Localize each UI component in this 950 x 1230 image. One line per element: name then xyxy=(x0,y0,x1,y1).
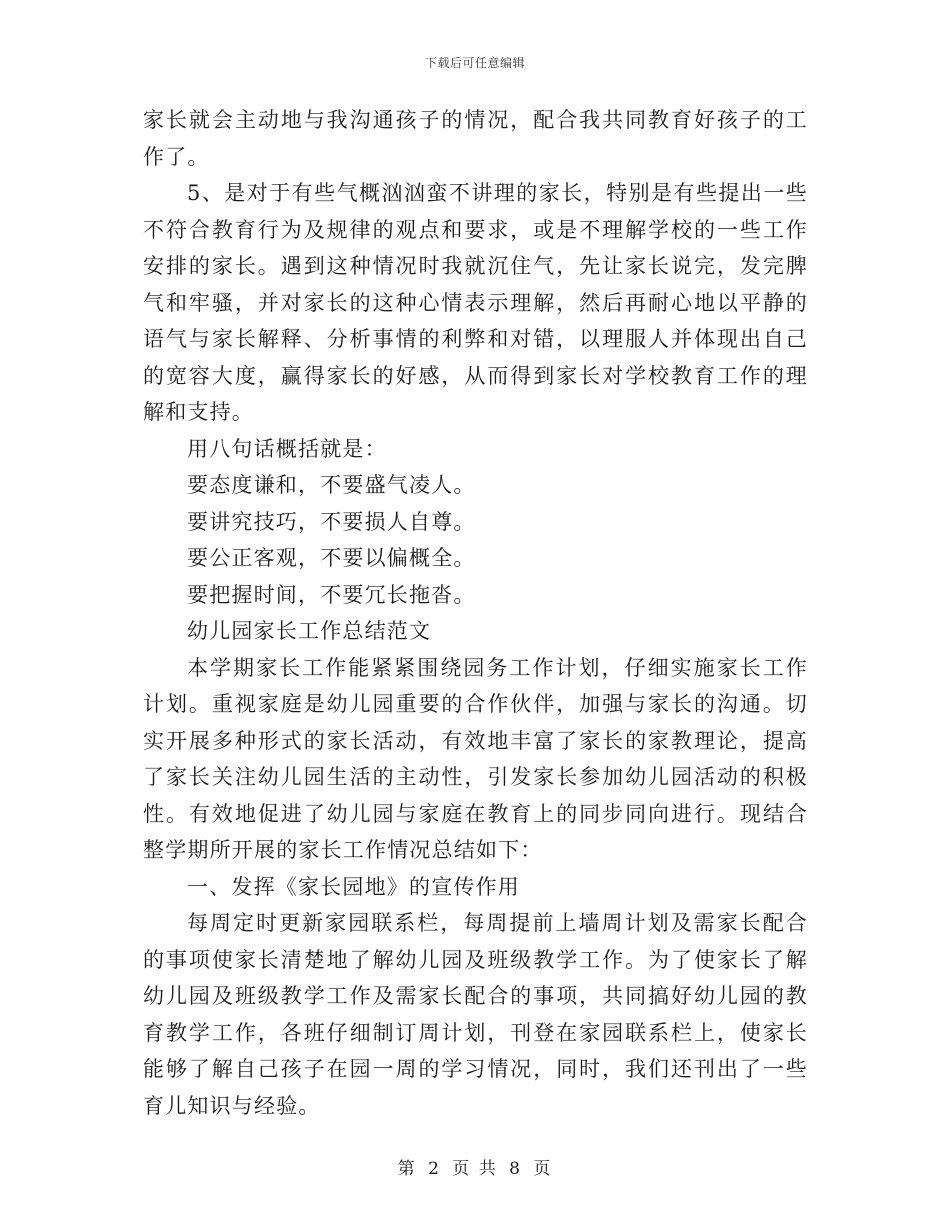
document-body xyxy=(143,102,808,1124)
header-note: 下载后可任意编辑 xyxy=(424,56,525,70)
paragraph: 要公正客观，不要以偏概全。 xyxy=(187,546,476,570)
paragraph: 家长就会主动地与我沟通孩子的情况，配合我共同教育好孩子的工作了。 xyxy=(143,108,808,169)
paragraph: 本学期家长工作能紧紧围绕园务工作计划，仔细实施家长工作计划。重视家庭是幼儿园重要的合作伙伴，加强与家长的沟通。切实开展多种形式的家长活动，有效地丰富了家长的家教理论，提高了家长关注幼儿园生活的主动性，引发家长参加幼儿园活动的积极性。有效地促进了幼儿园与家庭在教育上的同步同向进行。现结合整学期所开展的家长工作情况总结如下： xyxy=(143,655,808,862)
paragraph: 要讲究技巧，不要损人自尊。 xyxy=(187,509,476,534)
paragraph: 用八句话概括就是： xyxy=(187,436,387,461)
footer-total-pages: 8 xyxy=(509,1159,522,1179)
paragraph: 要态度谦和，不要盛气凌人。 xyxy=(187,473,476,497)
footer-middle: 页 共 xyxy=(452,1159,498,1179)
paragraph: 要把握时间，不要冗长拖沓。 xyxy=(187,582,476,607)
section-title: 幼儿园家长工作总结范文 xyxy=(187,619,432,643)
footer-prefix: 第 xyxy=(397,1159,417,1179)
paragraph: 每周定时更新家园联系栏，每周提前上墙周计划及需家长配合的事项使家长清楚地了解幼儿园及班级教学工作。为了使家长了解幼儿园及班级教学工作及需家长配合的事项，共同搞好幼儿园的教育教学工作，各班仔细制订周计划，刊登在家园联系栏上，使家长能够了解自己孩子在园一周的学习情况，同时，我们还刊出了一些育儿知识与经验。 xyxy=(143,911,808,1118)
page-footer xyxy=(0,1154,950,1179)
footer-page-number: 2 xyxy=(428,1159,441,1179)
section-heading: 一、发挥《家长园地》的宣传作用 xyxy=(187,874,520,899)
paragraph: 5、是对于有些气概汹汹蛮不讲理的家长，特别是有些提出一些不符合教育行为及规律的观点和要求，或是不理解学校的一些工作安排的家长。遇到这种情况时我就沉住气，先让家长说完，发完脾气和牢骚，并对家长的这种心情表示理解，然后再耐心地以平静的语气与家长解释、分析事情的利弊和对错，以理服人并体现出自己的宽容大度，赢得家长的好感，从而得到家长对学校教育工作的理解和支持。 xyxy=(143,181,808,424)
footer-suffix: 页 xyxy=(533,1159,553,1179)
